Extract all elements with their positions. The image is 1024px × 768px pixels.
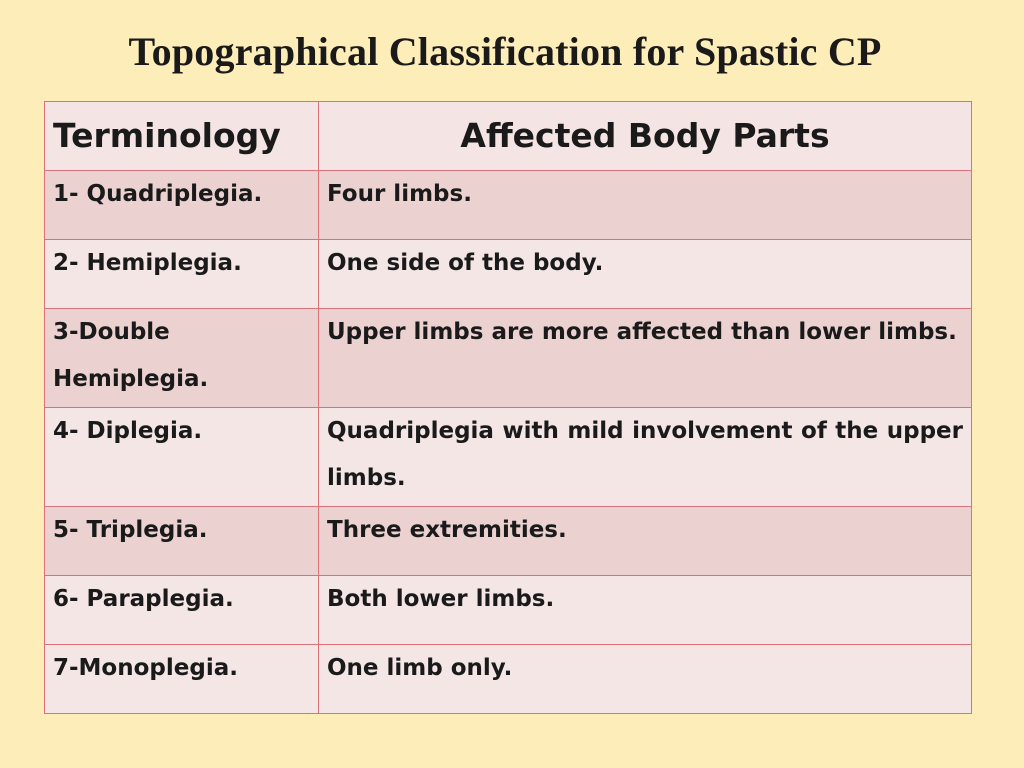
classification-table [44,101,972,714]
header-terminology: Terminology [45,102,319,171]
table-row [45,171,972,240]
cell-terminology: 4- Diplegia. [45,408,319,507]
cell-terminology: 3-Double Hemiplegia. [45,309,319,408]
cell-terminology: 5- Triplegia. [45,507,319,576]
cell-affected-parts: Four limbs. [319,171,972,240]
header-affected-body-parts: Affected Body Parts [319,102,972,171]
table-row [45,645,972,714]
cell-terminology: 2- Hemiplegia. [45,240,319,309]
page-title: Topographical Classification for Spastic CP [128,29,882,74]
table-header-row [45,102,972,171]
table-row [45,507,972,576]
cell-affected-parts: Upper limbs are more affected than lower limbs. [319,309,972,408]
cell-affected-parts: Quadriplegia with mild involvement of the upper limbs. [319,408,972,507]
cell-affected-parts: Three extremities. [319,507,972,576]
table-row [45,408,972,507]
cell-terminology: 6- Paraplegia. [45,576,319,645]
cell-affected-parts: Both lower limbs. [319,576,972,645]
table-row [45,309,972,408]
cell-affected-parts: One side of the body. [319,240,972,309]
table-row [45,240,972,309]
cell-terminology: 1- Quadriplegia. [45,171,319,240]
cell-terminology: 7-Monoplegia. [45,645,319,714]
table-row [45,576,972,645]
cell-affected-parts: One limb only. [319,645,972,714]
